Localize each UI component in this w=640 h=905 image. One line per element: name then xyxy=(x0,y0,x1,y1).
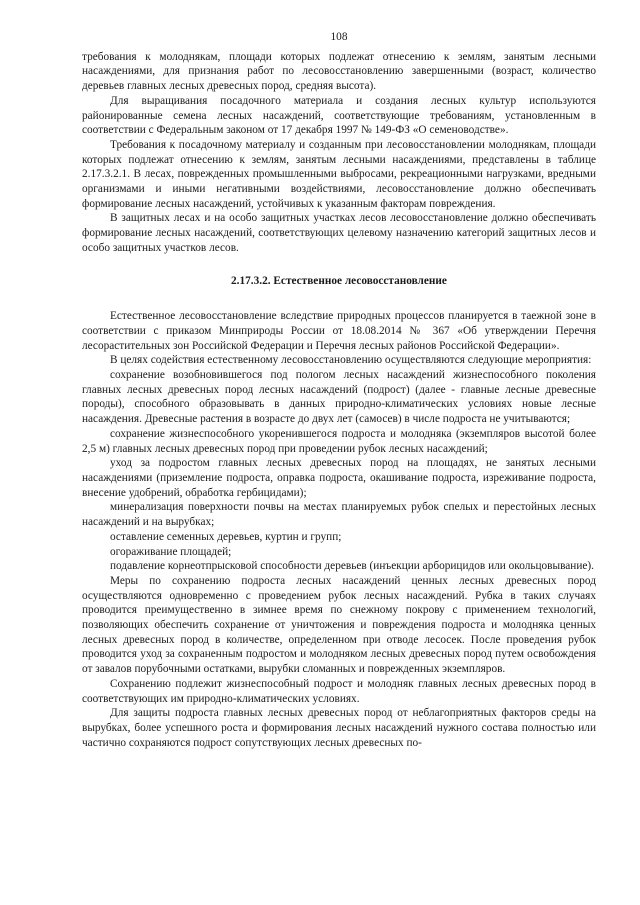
paragraph: В целях содействия естественному лесовосстановлению осуществляются следующие мероприятия: xyxy=(110,354,592,367)
section-text-after xyxy=(82,309,596,750)
list-item: оставление семенных деревьев, куртин и групп; xyxy=(110,530,342,543)
list-item: огораживание площадей; xyxy=(110,545,232,558)
paragraph: требования к молоднякам, площади которых подлежат отнесению к землям, занятым лесными насаждениями, для признания работ по лесовосстановлению завершенными (возраст, количество деревьев главных лесных древесных пород, средняя высота). xyxy=(82,50,596,93)
section-heading: 2.17.3.2. Естественное лесовосстановление xyxy=(231,274,447,287)
list-item: подавление корнеотпрысковой способности деревьев (инъекции арборицидов или окольцовывание). xyxy=(110,560,594,573)
paragraph: Для защиты подроста главных лесных древесных пород от неблагоприятных факторов среды на вырубках, более успешного роста и формирования лесных насаждений нужного состава полностью или частично сохраняются подрост сопутствующих лесных древесных по- xyxy=(82,707,596,749)
section-text-before xyxy=(82,50,596,256)
paragraph: Для выращивания посадочного материала и создания лесных культур используются районированные семена лесных насаждений, соответствующие требованиям, установленным в соответствии с Федеральным законом от 17 декабря 1997 № 149-ФЗ «О семеноводстве». xyxy=(82,94,596,137)
paragraph: Меры по сохранению подроста лесных насаждений ценных лесных древесных пород осуществляются одновременно с проведением рубок лесных насаждений. Рубка в таких случаях проводится преимущественно в зимнее время по снежному покрову с применением технологий, позволяющих обеспечить сохранение от уничтожения и повреждения подроста и молодняка ценных лесных древесных пород в количестве, определенном при отводе лесосек. После проведения рубок проводится уход за сохраненным подростом и молодняком лесных древесных пород путем освобождения от завалов порубочными остатками, вырубки сломанных и поврежденных экземпляров. xyxy=(82,574,596,676)
paragraph: Естественное лесовосстановление вследствие природных процессов планируется в таежной зоне в соответствии с приказом Минприроды России от 18.08.2014 № 367 «Об утверждении Перечня лесорастительных зон Российской Федерации и Перечня лесных районов Российской Федерации». xyxy=(82,310,596,352)
paragraph: Сохранению подлежит жизнеспособный подрост и молодняк главных лесных древесных пород в соответствующих им природно-климатических условиях. xyxy=(82,677,596,705)
paragraph: В защитных лесах и на особо защитных участках лесов лесовосстановление должно обеспечивать формирование лесных насаждений, соответствующих целевому назначению категорий защитных лесов и особо защитных участков лесов. xyxy=(82,212,596,254)
list-item: сохранение жизнеспособного укоренившегося подроста и молодняка (экземпляров высотой более 2,5 м) главных лесных древесных пород при проведении рубок лесных насаждений; xyxy=(82,427,596,455)
list-item: уход за подростом главных лесных древесных пород на площадях, не занятых лесными насаждениями (приземление подроста, оправка подроста, окашивание подроста, изреживание подроста, внесение удобрений, обработка гербицидами); xyxy=(82,457,596,499)
paragraph: Требования к посадочному материалу и созданным при лесовосстановлении молоднякам, площади которых подлежат отнесению к землям, занятым лесными насаждениями, представлены в таблице 2.17.3.2.1. В лесах, поврежденных промышленными выбросами, рекреационными нагрузками, вредными организмами и иными негативными воздействиями, лесовосстановление должно обеспечивать формирование лесных насаждений, устойчивых к указанным факторам повреждения. xyxy=(82,138,596,210)
list-item: минерализация поверхности почвы на местах планируемых рубок спелых и перестойных лесных насаждений и на вырубках; xyxy=(82,501,596,529)
list-item: сохранение возобновившегося под пологом лесных насаждений жизнеспособного поколения главных лесных древесных пород лесных насаждений (подрост) (далее - главные лесные древесные породы), способного образовывать в данных природно-климатических условиях новые лесные насаждения. Древесные растения в возрасте до двух лет (самосев) в числе подроста не учитываются; xyxy=(82,369,596,426)
page-number: 108 xyxy=(330,31,348,43)
